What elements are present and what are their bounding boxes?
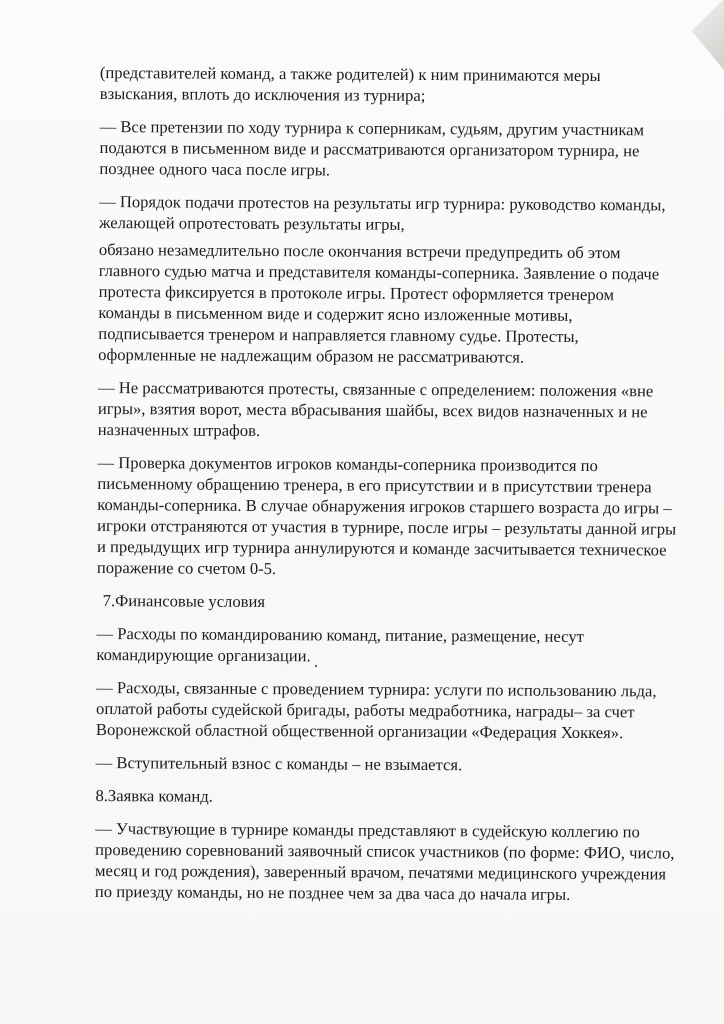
paragraph: — Расходы, связанные с проведением турнира: услуги по использованию льда, оплатой работы судейской бригады, работы медработника, награды– за счет Воронежской областной общественной организации «Федерация Хоккея». — [95, 677, 657, 743]
section-7-heading: 7.Финансовые условия — [102, 591, 266, 612]
page-corner-fold — [634, 0, 724, 70]
paragraph: обязано незамедлительно после окончания встречи предупредить об этом главного судью матча и представителя команды-соперника. Заявление о подаче протеста фиксируется в протоколе игры. Протест оформляется тренером команды в письменном виде и содержит ясно изложенные мотивы, подписывается тренером и направляется главному судье. Протесты, оформленные не надлежащим образом не рассматриваются. — [98, 239, 660, 367]
paragraph: — Все претензии по ходу турнира к соперникам, судьям, другим участникам подаются в письменном виде и рассматриваются организатором турнира, не позднее одного часа после игры. — [99, 116, 645, 180]
section-8-heading: 8.Заявка команд. — [95, 785, 213, 806]
paragraph: — Расходы по командированию команд, питание, размещение, несут командирующие организации. — [96, 623, 584, 666]
paragraph: — Порядок подачи протестов на результаты игр турнира: руководство команды, желающей опротестовать результаты игры, — [98, 191, 666, 234]
paragraph: — Участвующие в турнире команды представляют в судейскую коллегию по проведению соревнований заявочный список участников (по форме: ФИО, число, месяц и год рождения), заверенный врачом, печатями медицинского учреждения по приезду команды, но не позднее чем за два часа до начала игры. — [94, 818, 675, 904]
document-body — [95, 62, 680, 918]
paragraph: (представителей команд, а также родителей) к ним принимаются меры взыскания, вплоть до исключения из турнира; — [99, 62, 601, 105]
paragraph: — Проверка документов игроков команды-соперника производится по письменному обращению тренера, в его присутствии и в присутствии тренера команды-соперника. В случае обнаружения игроков старшего возраста до игры – игроки отстраняются от участия в турнире, после игры – результаты данной игры и предыдущих игр турнира аннулируются и команде засчитывается техническое поражение со счетом 0-5. — [96, 452, 677, 579]
paragraph: — Не рассматриваются протесты, связанные с определением: положения «вне игры», взятия ворот, места вбрасывания шайбы, всех видов назначенных и не назначенных штрафов. — [97, 377, 654, 440]
paragraph: — Вступительный взнос с команды – не взымается. — [95, 752, 463, 775]
